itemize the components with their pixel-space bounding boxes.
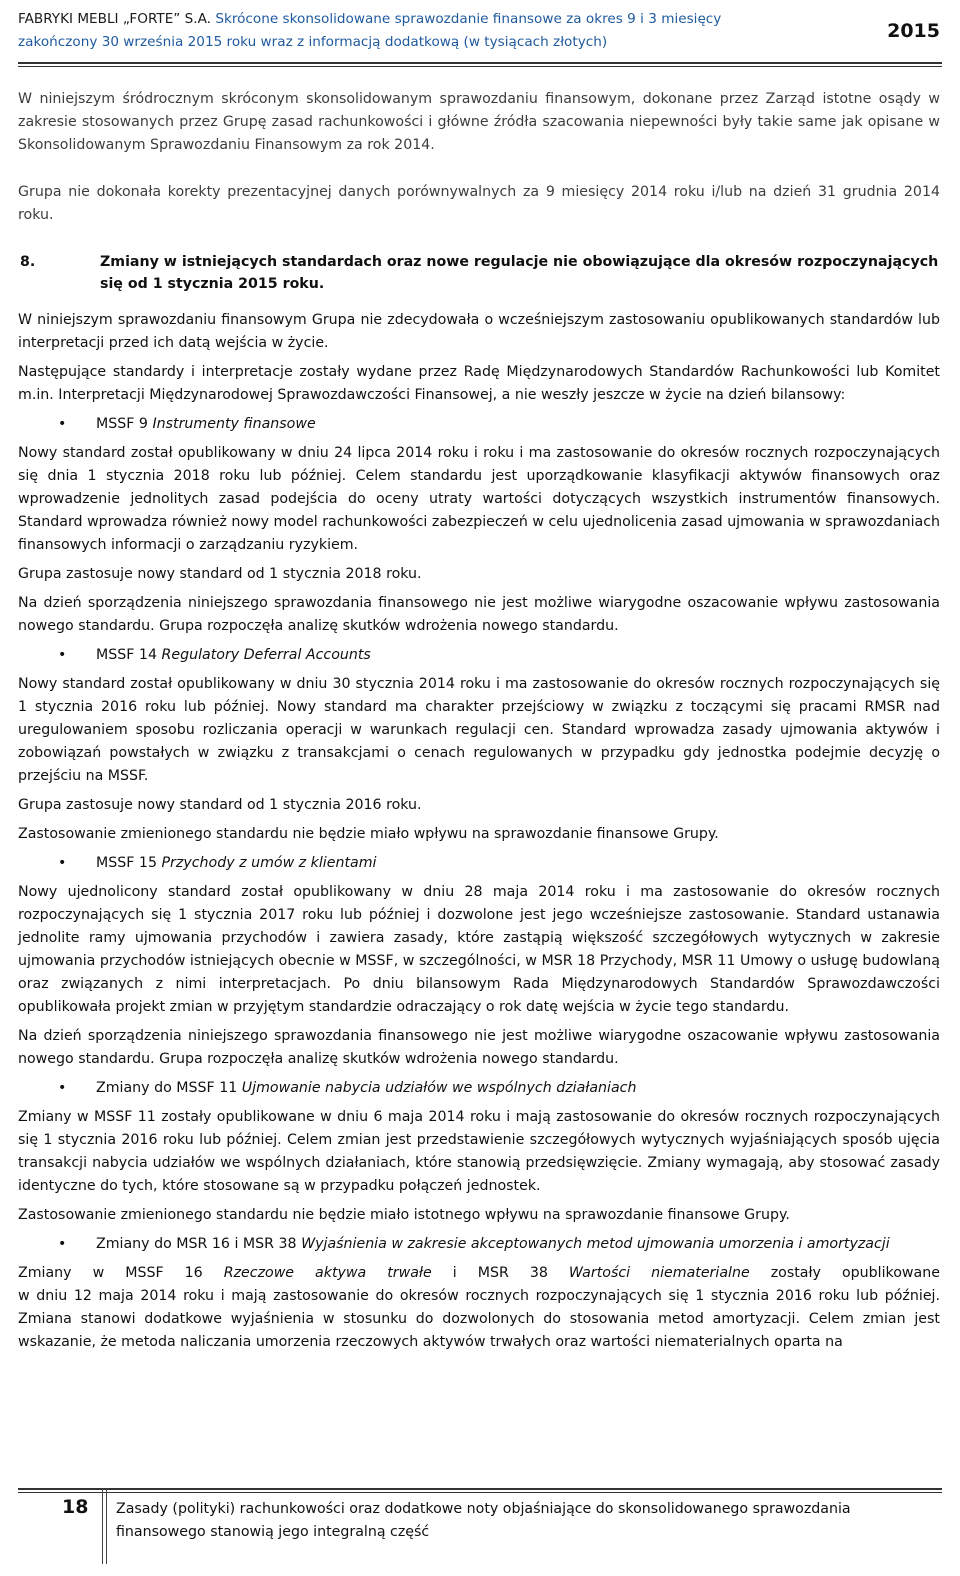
paragraph: Zmiany w MSSF 11 zostały opublikowane w dniu 6 maja 2014 roku i mają zastosowanie do okresów rocznych rozpoczynających się 1 stycznia 2016 roku lub później. Celem zmian jest przedstawienie szczegółowych wytycznych wyjaśniających sposób ujęcia transakcji nabycia udziałów we wspólnych działaniach, które stanowią przedsięwzięcie. Zmiany wymagają, aby stosować zasady identyczne do tych, które stosowane są w przypadku połączeń jednostek.: [18, 1109, 940, 1194]
bullet-prefix: Zmiany do MSSF 11: [96, 1080, 242, 1096]
bullet-text: [96, 1077, 940, 1100]
bullet-icon: •: [58, 647, 67, 663]
paragraph: W niniejszym sprawozdaniu finansowym Grupa nie zdecydowała o wcześniejszym zastosowaniu opublikowanych standardów lub interpretacji przed ich datą wejścia w życie.: [18, 312, 940, 351]
word-italic: Wartości: [568, 1265, 631, 1281]
bullet-text: [96, 852, 940, 875]
paragraph: W niniejszym śródrocznym skróconym skonsolidowanym sprawozdaniu finansowym, dokonane przez Zarząd istotne osądy w zakresie stosowanych przez Grupę zasad rachunkowości i główne źródła szacowania niepewności były takie same jak opisane w Skonsolidowanym Sprawozdaniu Finansowym za rok 2014.: [18, 91, 940, 153]
word: i: [452, 1265, 457, 1281]
page-number: 18: [62, 1496, 89, 1518]
paragraph: Zastosowanie zmienionego standardu nie będzie miało wpływu na sprawozdanie finansowe Grupy.: [18, 826, 719, 842]
word-italic: niematerialne: [651, 1265, 750, 1281]
document-body: [18, 88, 940, 1360]
word: MSR: [477, 1265, 509, 1281]
bullet-prefix: Zmiany do MSR 16 i MSR 38: [96, 1236, 302, 1252]
paragraph: Na dzień sporządzenia niniejszego sprawozdania finansowego nie jest możliwe wiarygodne oszacowanie wpływu zastosowania nowego standardu. Grupa rozpoczęła analizę skutków wdrożenia nowego standardu.: [18, 1028, 940, 1067]
word: opublikowane: [841, 1265, 940, 1281]
section-number: 8.: [20, 254, 36, 270]
bullet-prefix: MSSF 14: [96, 647, 162, 663]
page-footer: [18, 1484, 942, 1566]
header-title-line2: zakończony 30 września 2015 roku wraz z informacją dodatkową (w tysiącach złotych): [18, 34, 608, 50]
section-title: Zmiany w istniejących standardach oraz nowe regulacje nie obowiązujące dla okresów rozpoczynających się od 1 stycznia 2015 roku.: [100, 254, 939, 292]
bullet-italic-title: Ujmowanie nabycia udziałów we wspólnych działaniach: [241, 1080, 637, 1096]
word-italic: Rzeczowe: [223, 1265, 295, 1281]
word: zostały: [770, 1265, 821, 1281]
paragraph-first-line: [18, 1262, 940, 1285]
bullet-prefix: MSSF 15: [96, 855, 162, 871]
word: MSSF: [125, 1265, 164, 1281]
bullet-icon: •: [58, 1236, 67, 1252]
paragraph: w dniu 12 maja 2014 roku i mają zastosowanie do okresów rocznych rozpoczynających się 1 stycznia 2016 roku lub później. Zmiana stanowi dodatkowe wyjaśnienia w stosunku do dozwolonych do stosowania metod amortyzacji. Celem zmian jest wskazanie, że metoda naliczania umorzenia rzeczowych aktywów trwałych oraz wartości niematerialnych oparta na: [18, 1288, 940, 1350]
bullet-icon: •: [58, 855, 67, 871]
header-company: FABRYKI MEBLI „FORTE” S.A.: [18, 11, 211, 27]
word-italic: aktywa: [315, 1265, 367, 1281]
header-title-line1: [18, 11, 721, 27]
footer-divider: [18, 1488, 942, 1490]
word: 38: [529, 1265, 548, 1281]
header-title-rest: Skrócone skonsolidowane sprawozdanie finansowe za okres 9 i 3 miesięcy: [215, 11, 722, 27]
footer-vertical-divider: [106, 1488, 107, 1564]
bullet-item: [18, 1233, 940, 1256]
header-divider-thin: [18, 66, 942, 67]
bullet-item: [18, 644, 940, 667]
bullet-text: [96, 1233, 940, 1256]
paragraph: Następujące standardy i interpretacje zostały wydane przez Radę Międzynarodowych Standardów Rachunkowości lub Komitet m.in. Interpretacji Międzynarodowej Sprawozdawczości Finansowej, a nie weszły jeszcze w życie na dzień bilansowy:: [18, 364, 940, 403]
paragraph: Zastosowanie zmienionego standardu nie będzie miało istotnego wpływu na sprawozdanie finansowe Grupy.: [18, 1207, 790, 1223]
footer-text: Zasady (polityki) rachunkowości oraz dodatkowe noty objaśniające do skonsolidowanego sprawozdania finansowego stanowią jego integralną część: [116, 1501, 851, 1540]
header-divider: [18, 62, 942, 64]
bullet-item: [18, 413, 940, 436]
paragraph: Grupa zastosuje nowy standard od 1 stycznia 2016 roku.: [18, 797, 422, 813]
footer-vertical-divider: [102, 1488, 103, 1564]
bullet-item: [18, 852, 940, 875]
bullet-prefix: MSSF 9: [96, 416, 153, 432]
bullet-italic-title: Wyjaśnienia w zakresie akceptowanych metod ujmowania umorzenia i amortyzacji: [301, 1236, 890, 1252]
bullet-text: [96, 644, 940, 667]
paragraph: Nowy standard został opublikowany w dniu 30 stycznia 2014 roku i ma zastosowanie do okresów rocznych rozpoczynających się 1 stycznia 2016 roku lub później. Nowy standard ma charakter przejściowy w związku z toczącymi się pracami RMSR nad uregulowaniem sposobu rozliczania operacji w warunkach regulacji cen. Standard wprowadza zasady ujmowania aktywów i zobowiązań powstałych w związku z transakcjami o cenach regulowanych w przypadku gdy jednostka podejmie decyzję o przejściu na MSSF.: [18, 676, 940, 784]
paragraph: Grupa nie dokonała korekty prezentacyjnej danych porównywalnych za 9 miesięcy 2014 roku i/lub na dzień 31 grudnia 2014 roku.: [18, 184, 940, 223]
paragraph: Grupa zastosuje nowy standard od 1 stycznia 2018 roku.: [18, 566, 422, 582]
bullet-italic-title: Przychody z umów z klientami: [161, 855, 377, 871]
header-year: 2015: [887, 20, 940, 42]
bullet-icon: •: [58, 1080, 67, 1096]
footer-divider-thin: [18, 1492, 942, 1493]
bullet-italic-title: Instrumenty finansowe: [152, 416, 316, 432]
section-heading: [18, 251, 940, 295]
paragraph: Nowy standard został opublikowany w dniu 24 lipca 2014 roku i roku i ma zastosowanie do okresów rocznych rozpoczynających się dnia 1 stycznia 2018 roku lub później. Celem standardu jest uporządkowanie klasyfikacji aktywów finansowych oraz wprowadzenie jednolitych zasad podejścia do oceny utraty wartości dotyczących wszystkich instrumentów finansowych. Standard wprowadza również nowy model rachunkowości zabezpieczeń w celu ujednolicenia zasad ujmowania w sprawozdaniach finansowych informacji o zarządzaniu ryzykiem.: [18, 445, 940, 553]
bullet-text: [96, 413, 940, 436]
bullet-icon: •: [58, 416, 67, 432]
word: w: [92, 1265, 105, 1281]
page-header: [18, 8, 942, 58]
paragraph: Nowy ujednolicony standard został opublikowany w dniu 28 maja 2014 roku i ma zastosowanie do okresów rocznych rozpoczynających się 1 stycznia 2017 roku lub później i dozwolone jest jego wcześniejsze zastosowanie. Standard ustanawia jednolite ramy ujmowania przychodów i zawiera zasady, które zastąpią większość szczegółowych wytycznych w zakresie ujmowania przychodów istniejących obecnie w MSSF, w szczególności, w MSR 18 Przychody, MSR 11 Umowy o usługę budowlaną oraz związanych z nimi interpretacjach. Po dniu bilansowym Rada Międzynarodowych Standardów Sprawozdawczości opublikowała projekt zmian w przyjętym standardzie odraczający o rok datę wejścia w życie tego standardu.: [18, 884, 940, 1015]
word: Zmiany: [18, 1265, 72, 1281]
bullet-item: [18, 1077, 940, 1100]
bullet-italic-title: Regulatory Deferral Accounts: [161, 647, 371, 663]
paragraph: Na dzień sporządzenia niniejszego sprawozdania finansowego nie jest możliwe wiarygodne oszacowanie wpływu zastosowania nowego standardu. Grupa rozpoczęła analizę skutków wdrożenia nowego standardu.: [18, 595, 940, 634]
word-italic: trwałe: [387, 1265, 432, 1281]
word: 16: [184, 1265, 203, 1281]
